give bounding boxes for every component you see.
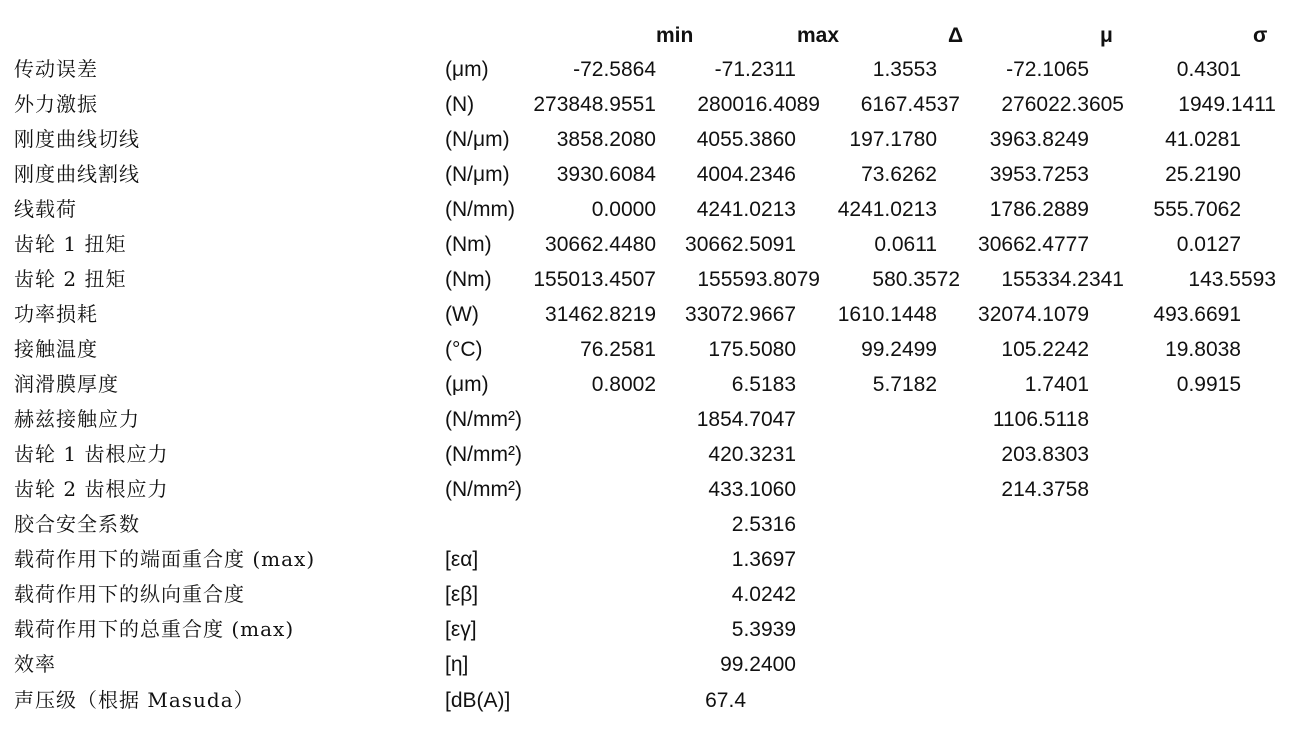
row-label: 刚度曲线割线 bbox=[14, 162, 140, 186]
row-unit: (W) bbox=[445, 303, 479, 326]
value-sigma: 19.8038 bbox=[1165, 338, 1241, 361]
value-mu: 32074.1079 bbox=[978, 303, 1089, 326]
table-row bbox=[0, 612, 1314, 647]
value-mu: 3963.8249 bbox=[989, 128, 1089, 151]
value-delta: 99.2499 bbox=[861, 338, 937, 361]
row-label: 齿轮 1 扭矩 bbox=[14, 232, 127, 256]
row-label: 传动误差 bbox=[14, 57, 98, 81]
table-row bbox=[0, 647, 1314, 682]
value-delta: 197.1780 bbox=[849, 128, 937, 151]
value-max: 4.0242 bbox=[731, 583, 796, 606]
value-mu: 105.2242 bbox=[1001, 338, 1089, 361]
row-unit: (N) bbox=[445, 93, 475, 116]
value-max: 67.4 bbox=[705, 689, 746, 712]
value-mu: 214.3758 bbox=[1001, 478, 1089, 501]
table-row bbox=[0, 227, 1314, 262]
value-min: 155013.4507 bbox=[533, 268, 656, 291]
value-mu: 276022.3605 bbox=[1001, 93, 1124, 116]
row-label: 线载荷 bbox=[14, 197, 77, 221]
value-max: 433.1060 bbox=[708, 478, 796, 501]
row-label: 润滑膜厚度 bbox=[14, 372, 119, 396]
header-mu: μ bbox=[1100, 24, 1113, 47]
value-max: 175.5080 bbox=[708, 338, 796, 361]
value-mu: 1106.5118 bbox=[992, 408, 1089, 431]
value-delta: 4241.0213 bbox=[837, 198, 937, 221]
table-row bbox=[0, 52, 1314, 87]
value-delta: 0.0611 bbox=[874, 233, 937, 256]
value-max: 280016.4089 bbox=[697, 93, 820, 116]
row-unit: (N/mm²) bbox=[445, 443, 522, 466]
value-delta: 1.3553 bbox=[872, 58, 937, 81]
row-label: 功率损耗 bbox=[14, 302, 98, 326]
table-row bbox=[0, 192, 1314, 227]
row-unit: (μm) bbox=[445, 58, 489, 81]
row-unit: [dB(A)] bbox=[445, 689, 511, 712]
value-max: 420.3231 bbox=[708, 443, 796, 466]
table-row bbox=[0, 542, 1314, 577]
value-min: 76.2581 bbox=[580, 338, 656, 361]
row-label: 载荷作用下的端面重合度 (max) bbox=[14, 547, 316, 571]
row-label: 载荷作用下的总重合度 (max) bbox=[14, 617, 295, 641]
table-row bbox=[0, 683, 1314, 718]
row-unit: (N/μm) bbox=[445, 128, 510, 151]
value-sigma: 1949.1411 bbox=[1178, 93, 1276, 116]
row-unit: [η] bbox=[445, 653, 469, 676]
value-max: 6.5183 bbox=[731, 373, 796, 396]
row-label: 赫兹接触应力 bbox=[14, 407, 140, 431]
row-label: 齿轮 2 齿根应力 bbox=[14, 477, 169, 501]
row-label: 齿轮 2 扭矩 bbox=[14, 267, 127, 291]
row-unit: (N/mm²) bbox=[445, 478, 522, 501]
table-row bbox=[0, 297, 1314, 332]
row-label: 接触温度 bbox=[14, 337, 98, 361]
row-unit: (°C) bbox=[445, 338, 483, 361]
value-max: 4004.2346 bbox=[696, 163, 796, 186]
value-sigma: 25.2190 bbox=[1165, 163, 1241, 186]
value-max: 1854.7047 bbox=[696, 408, 796, 431]
value-min: 273848.9551 bbox=[533, 93, 656, 116]
row-unit: (N/μm) bbox=[445, 163, 510, 186]
value-mu: 3953.7253 bbox=[989, 163, 1089, 186]
row-unit: (Nm) bbox=[445, 233, 492, 256]
value-max: 5.3939 bbox=[731, 618, 796, 641]
row-unit: [εα] bbox=[445, 548, 479, 571]
table-row bbox=[0, 332, 1314, 367]
header-min: min bbox=[656, 24, 694, 47]
table-row bbox=[0, 472, 1314, 507]
value-mu: 203.8303 bbox=[1001, 443, 1089, 466]
value-mu: 155334.2341 bbox=[1001, 268, 1124, 291]
value-delta: 1610.1448 bbox=[837, 303, 937, 326]
value-sigma: 143.5593 bbox=[1188, 268, 1276, 291]
row-unit: [εβ] bbox=[445, 583, 479, 606]
value-max: 2.5316 bbox=[731, 513, 796, 536]
value-max: 30662.5091 bbox=[685, 233, 796, 256]
row-label: 载荷作用下的纵向重合度 bbox=[14, 582, 245, 606]
value-sigma: 0.0127 bbox=[1176, 233, 1241, 256]
table-row bbox=[0, 367, 1314, 402]
row-label: 效率 bbox=[14, 652, 56, 676]
table-row bbox=[0, 122, 1314, 157]
value-sigma: 555.7062 bbox=[1153, 198, 1241, 221]
value-min: 30662.4480 bbox=[545, 233, 656, 256]
table-row bbox=[0, 157, 1314, 192]
value-sigma: 0.4301 bbox=[1176, 58, 1241, 81]
value-sigma: 41.0281 bbox=[1165, 128, 1241, 151]
value-mu: 30662.4777 bbox=[978, 233, 1089, 256]
row-label: 刚度曲线切线 bbox=[14, 127, 140, 151]
row-unit: [εγ] bbox=[445, 618, 477, 641]
value-min: -72.5864 bbox=[573, 58, 656, 81]
value-min: 3930.6084 bbox=[556, 163, 656, 186]
value-max: 99.2400 bbox=[720, 653, 796, 676]
table-row bbox=[0, 87, 1314, 122]
value-max: 1.3697 bbox=[731, 548, 796, 571]
header-sigma: σ bbox=[1253, 24, 1268, 47]
row-unit: (μm) bbox=[445, 373, 489, 396]
value-max: 4055.3860 bbox=[696, 128, 796, 151]
value-min: 0.8002 bbox=[591, 373, 656, 396]
row-unit: (N/mm²) bbox=[445, 408, 522, 431]
header-max: max bbox=[797, 24, 840, 47]
value-max: 33072.9667 bbox=[685, 303, 796, 326]
value-max: -71.2311 bbox=[714, 58, 796, 81]
value-mu: 1786.2889 bbox=[989, 198, 1089, 221]
value-delta: 580.3572 bbox=[872, 268, 960, 291]
row-unit: (Nm) bbox=[445, 268, 492, 291]
table-row bbox=[0, 402, 1314, 437]
value-min: 3858.2080 bbox=[556, 128, 656, 151]
row-label: 声压级（根据 Masuda） bbox=[14, 688, 255, 712]
value-sigma: 0.9915 bbox=[1176, 373, 1241, 396]
value-min: 31462.8219 bbox=[545, 303, 656, 326]
value-delta: 73.6262 bbox=[861, 163, 937, 186]
row-label: 外力激振 bbox=[14, 92, 98, 116]
row-label: 齿轮 1 齿根应力 bbox=[14, 442, 169, 466]
row-unit: (N/mm) bbox=[445, 198, 515, 221]
value-max: 155593.8079 bbox=[697, 268, 820, 291]
table-row bbox=[0, 437, 1314, 472]
value-max: 4241.0213 bbox=[696, 198, 796, 221]
value-min: 0.0000 bbox=[591, 198, 656, 221]
table-row bbox=[0, 507, 1314, 542]
value-sigma: 493.6691 bbox=[1153, 303, 1241, 326]
value-delta: 6167.4537 bbox=[860, 93, 960, 116]
value-mu: -72.1065 bbox=[1006, 58, 1089, 81]
table-row bbox=[0, 262, 1314, 297]
value-mu: 1.7401 bbox=[1024, 373, 1089, 396]
row-label: 胶合安全系数 bbox=[14, 512, 140, 536]
table-row bbox=[0, 577, 1314, 612]
value-delta: 5.7182 bbox=[872, 373, 937, 396]
header-delta: Δ bbox=[948, 24, 964, 47]
